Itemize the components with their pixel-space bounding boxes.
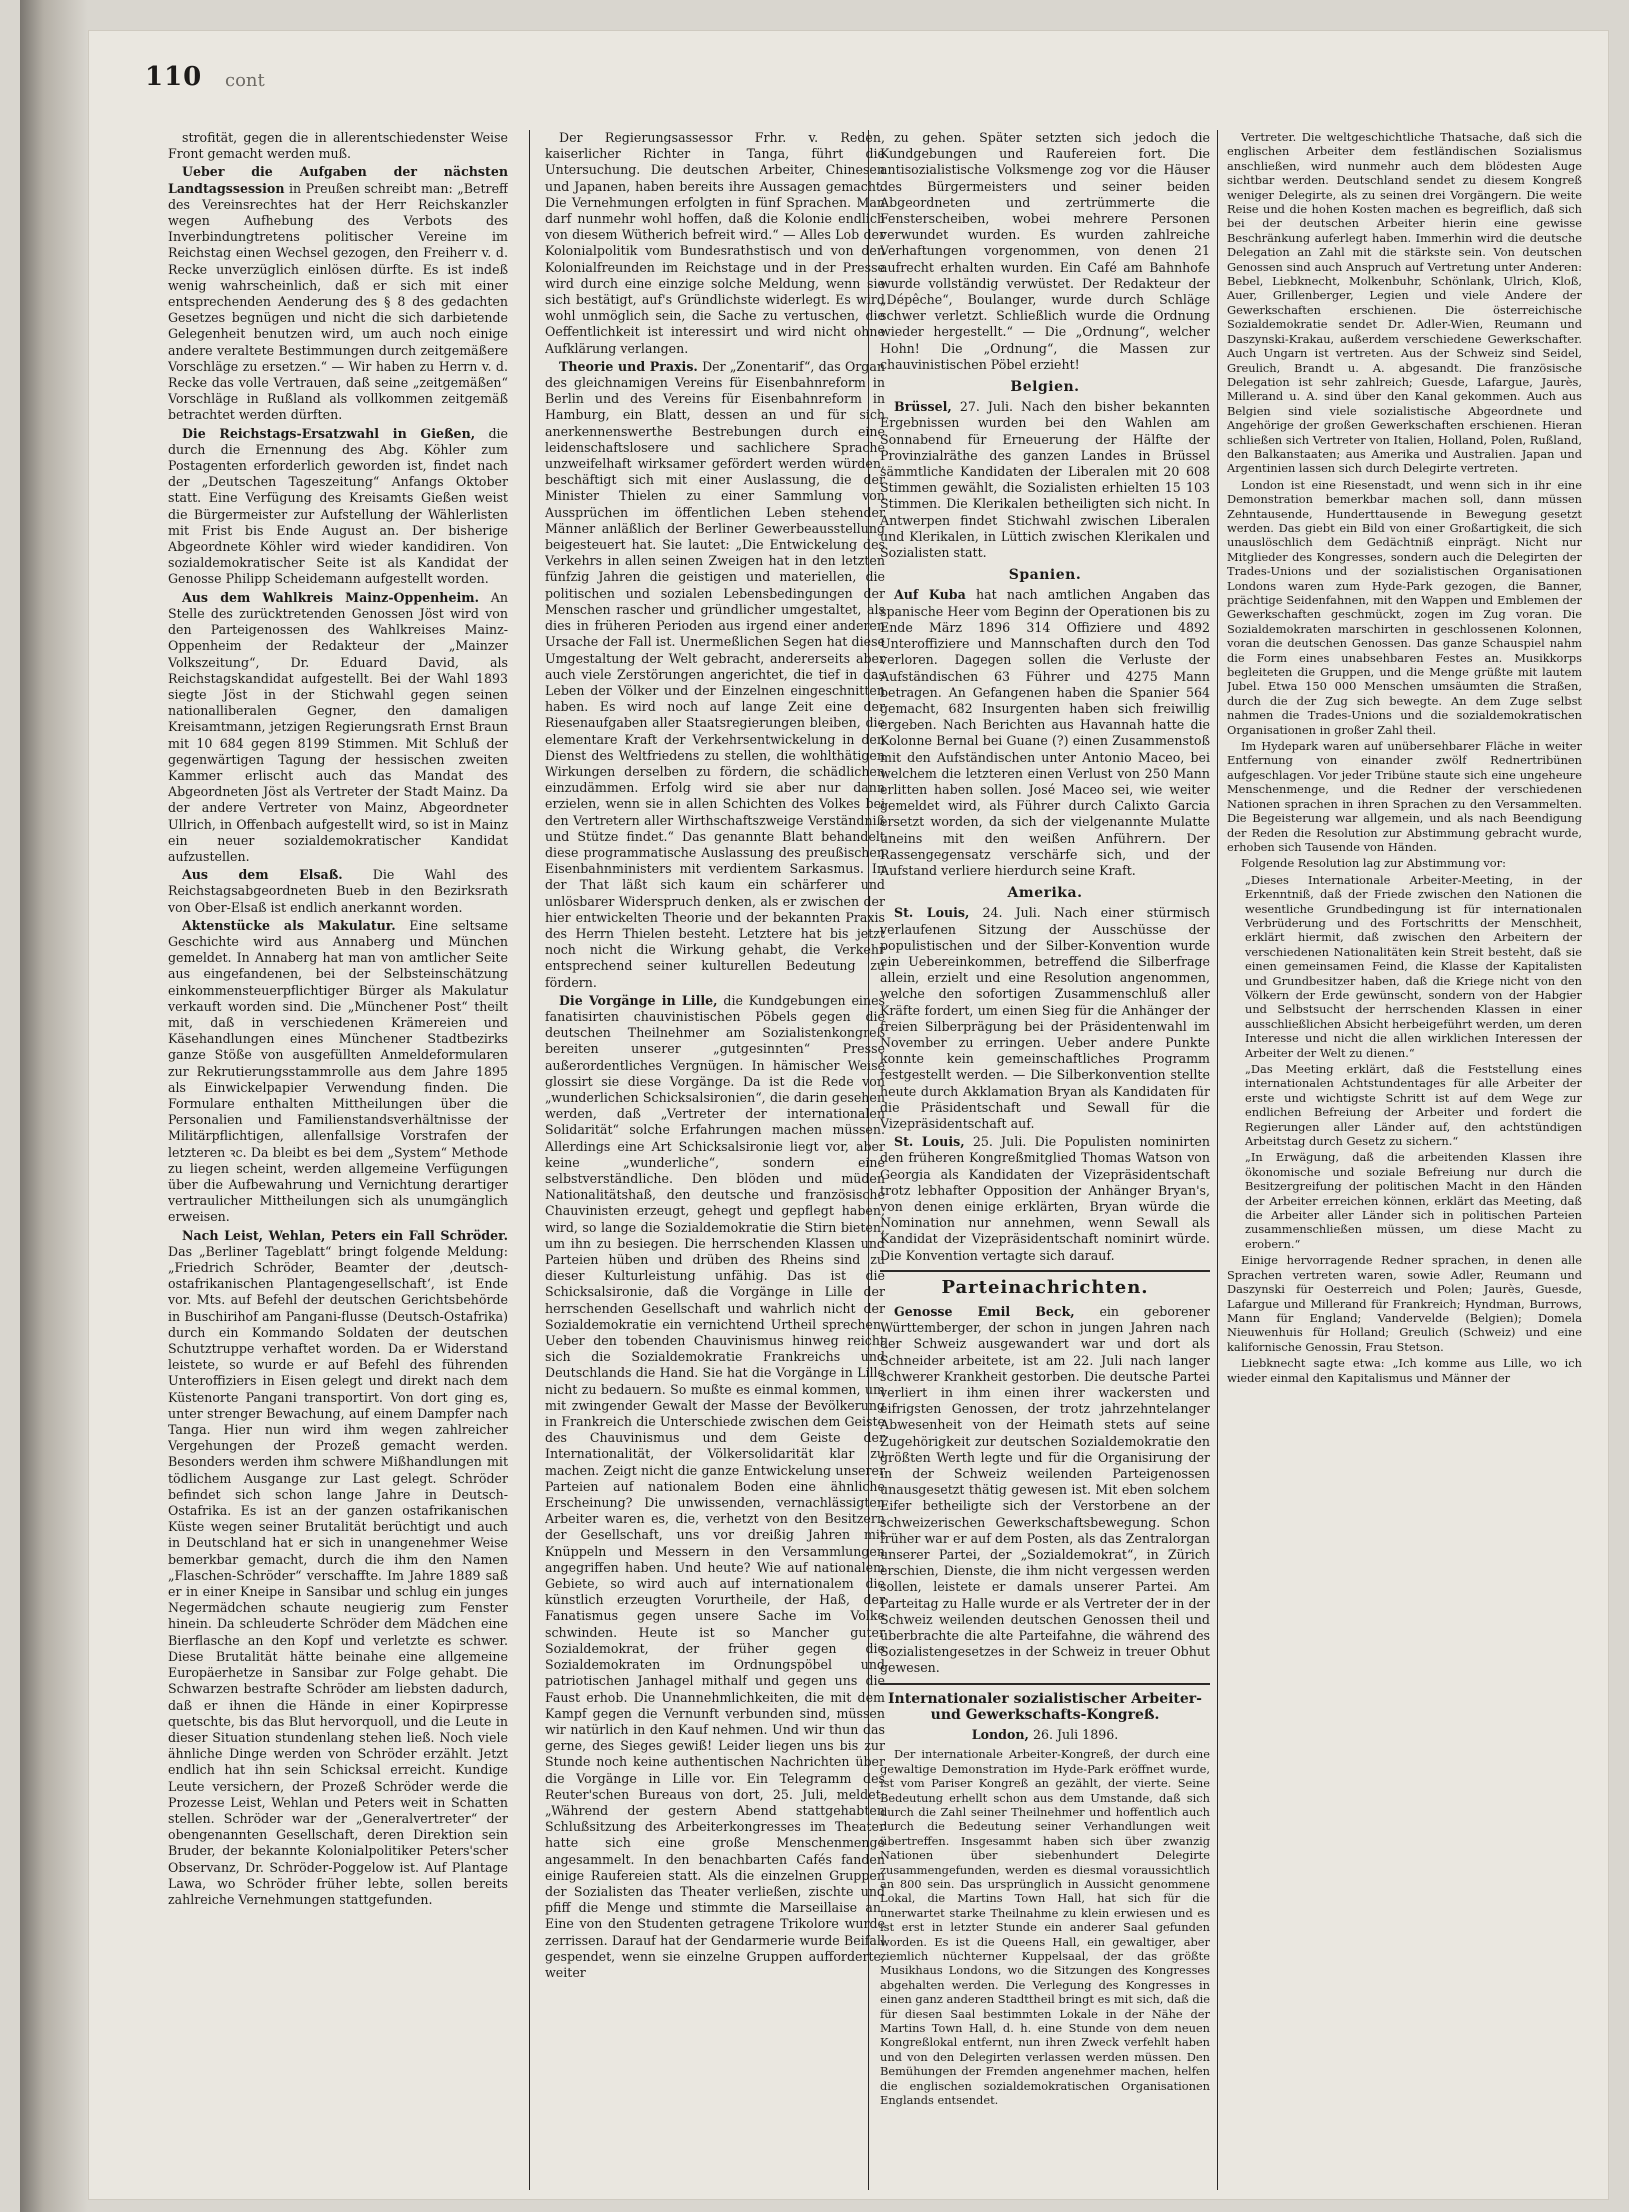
article-headline: Ueber die Aufgaben der nächsten Landtagssession <box>168 164 508 196</box>
article-headline: Theorie und Praxis. <box>559 358 698 374</box>
article-headline: Die Vorgänge in Lille, <box>559 992 718 1008</box>
article-text: Das „Berliner Tageblatt“ bringt folgende Meldung: „Friedrich Schröder, Beamter der ‚deutsch-ostafrikanischen Plantagengesellschaft‘, ist Ende vor. Mts. auf Befehl der deutschen Gerichtsbehörde in Buschirihof am Pangani-flusse (Deutsch-Ostafrika) durch ein Kommando Soldaten der deutschen Schutztruppe verhaftet worden. Da er Widerstand leistete, so wurde er auf Befehl des führenden Unteroffiziers in Eisen gelegt und direkt nach dem Küstenorte Pangani transportirt. Von dort ging es, unter strenger Bewachung, auf einem Dampfer nach Tanga. Hier nun wird ihm wegen zahlreicher Vergehungen der Prozeß gemacht werden. Besonders werden ihm schwere Mißhandlungen mit tödlichem Ausgange zur Last gelegt. Schröder befindet sich schon lange Jahre in Deutsch-Ostafrika. Es ist an der ganzen ostafrikanischen Küste wegen seiner Brutalität berüchtigt und auch in Deutschland hat er sich in unangenehmer Weise bemerkbar gemacht, durch die ihm den Namen „Flaschen-Schröder“ verschaffte. Im Jahre 1889 saß er in einer Kneipe in Sansibar und schlug ein junges Negermädchen schaute neugierig zum Fenster hinein. Da schleuderte Schröder dem Mädchen eine Bierflasche an den Kopf und verletzte es schwer. Diese Brutalität hätte beinahe eine allgemeine Europäerhetze in Sansibar zur Folge gehabt. Die Schwarzen bestrafte Schröder am liebsten dadurch, daß er ihnen die Hände in einer Kopirpresse quetschte, bis das Blut hervorquoll, und die Leute in dieser Situation stundenlang stehen ließ. Noch viele ähnliche Dinge werden von Schröder erzählt. Jetzt endlich hat ihn sein Schicksal erreicht. Kundige Leute versichern, der Prozeß Schröder werde die Prozesse Leist, Wehlan und Peters weit in Schatten stellen. Schröder war der „Generalvertreter“ der obengenannten Gesellschaft, deren Direktion sein Bruder, der bekannte Kolonialpolitiker Peters'scher Observanz, Dr. Schröder-Poggelow ist. Auf Plantage Lawa, wo Schröder früher lebte, sollen bereits zahlreiche Vernehmungen stattgefunden. <box>168 1243 508 1907</box>
kongress-dateline-place: London, <box>971 1727 1029 1743</box>
partei-headline: Genosse Emil Beck, <box>894 1304 1075 1320</box>
column-3 <box>880 130 1210 2190</box>
section-divider <box>880 1683 1210 1685</box>
belgien-paragraph <box>880 399 1210 561</box>
kongress-paragraph <box>1227 739 1582 854</box>
section-spanien <box>880 587 1210 879</box>
article-text: An Stelle des zurücktretenden Genossen Jöst wird von den Parteigenossen des Wahlkreises Mainz-Oppenheim der Redakteur der „Mainzer Volkszeitung“, Dr. Eduard David, als Reichstagskandidat aufgestellt. Bei der Wahl 1893 siegte Jöst in der Stichwahl gegen seinen nationalliberalen Gegner, den damaligen Kreisamtmann, jetzigen Regierungsrath Ernst Braun mit 10 684 gegen 8199 Stimmen. Mit Schluß der gegenwärtigen Tagung der hessischen zweiten Kammer erlischt auch das Mandat des Abgeordneten Jöst als Vertreter der Stadt Mainz. Da der andere Vertreter von Mainz, Abgeordneter Ullrich, in Offenbach aufgestellt wird, so ist in Mainz ein neuer sozialdemokratischer Kandidat aufzustellen. <box>168 589 508 864</box>
article-text: die durch die Ernennung des Abg. Köhler zum Postagenten erforderlich geworden ist, findet nach der „Deutschen Tageszeitung“ Anfangs Oktober statt. Eine Verfügung des Kreisamts Gießen weist die Bürgermeister zur Aufstellung der Wählerlisten mit Frist bis Ende August an. Der bisherige Abgeordnete Köhler wird wieder kandidiren. Von sozialdemokratischer Seite ist als Kandidat der Genosse Philipp Scheidemann aufgestellt worden. <box>168 425 508 587</box>
kongress-text: „Dieses Internationale Arbeiter-Meeting, in der Erkenntniß, daß der Friede zwischen den Nationen die wesentliche Grundbedingung ist für internationalen Verbrüderung und des Fortschritts der Menschheit, erklärt hiermit, daß zwischen den Arbeitern der verschiedenen Nationalitäten kein Streit besteht, daß sie einen gemeinsamen Feind, die Klasse der Kapitalisten und Grundbesitzer haben, daß die Kriege nicht von den Völkern der Erde gewünscht, sondern von der Habgier und Selbstsucht der herrschenden Klassen in einer ausschließlichen Absicht herbeigeführt werden, um deren Interesse und nicht die allen wirklichen Interessen der Arbeiter der Welt zu dienen.“ <box>1245 872 1582 1060</box>
column-4 <box>1227 130 1582 2190</box>
kongress-dateline-date: 26. Juli 1896. <box>1032 1727 1119 1743</box>
article-text: Der Regierungsassessor Frhr. v. Reden, kaiserlicher Richter in Tanga, führt die Untersuchung. Die deutschen Arbeiter, Chinesen und Japanen, haben bereits ihre Aussagen gemacht. Die Vernehmungen erfolgten in fünf Sprachen. Man darf nunmehr wohl hoffen, daß die Kolonie endlich von diesem Wütherich befreit wird.“ — Alles Lob der Kolonialpolitik vom Bundesrathstisch und von den Kolonialfreunden im Reichstage und in der Presse wird durch eine einzige solche Meldung, wenn sie sich bestätigt, auf's Gründlichste widerlegt. Es wird wohl unmöglich sein, die Sache zu vertuschen, die Oeffentlichkeit ist interessirt und wird nicht ohne Aufklärung verlangen. <box>545 130 885 356</box>
kongress-text: Liebknecht sagte etwa: „Ich komme aus Lille, wo ich wieder einmal den Kapitalismus und Männer der <box>1227 1356 1582 1385</box>
article-paragraph <box>168 918 508 1226</box>
kongress-paragraph <box>1227 130 1582 476</box>
amerika-headline: St. Louis, <box>894 1134 965 1150</box>
section-belgien <box>880 399 1210 561</box>
article-text: in Preußen schreibt man: „Betreff des Vereinsrechtes hat der Herr Reichskanzler wegen Aufhebung des Verbots des Inverbindungtretens politischer Vereine im Reichstag einen Wechsel gezogen, den Freiherr v. d. Recke unverzüglich einlösen dürfte. Es ist indeß wenig wahrscheinlich, daß er sich mit einer entsprechenden Aenderung des § 8 des gedachten Gesetzes begnügen und nicht die sich darbietende Gelegenheit benutzen wird, um auch noch einige andere veraltete Bestimmungen durch zeitgemäßere Vorschläge zu ersetzen.“ — Wir haben zu Herrn v. d. Recke das volle Vertrauen, daß seine „zeitgemäßen“ Vorschläge in Rußland als vollkommen zeitgemäß betrachtet werden dürften. <box>168 180 508 423</box>
article-paragraph <box>545 993 885 1981</box>
article-paragraph <box>168 867 508 916</box>
amerika-text: 24. Juli. Nach einer stürmisch verlaufenen Sitzung der Ausschüsse der populistischen und der Silber-Konvention wurde ein Uebereinkommen, betreffend die Silberfrage allein, erzielt und eine Resolution angenommen, welche den sofortigen Zusammenschluß aller Kräfte fordert, um einen Sieg für die Anhänger der freien Silberprägung bei der Präsidentenwahl im November zu erringen. Ueber andere Punkte konnte kein gemeinschaftliches Programm festgestellt werden. — Die Silberkonvention stellte heute durch Akklamation Bryan als Kandidaten für die Präsidentschaft und Sewall für die Vizepräsidentschaft auf. <box>880 905 1210 1131</box>
top-mark: cont <box>225 70 265 91</box>
article-headline: Aus dem Elsaß. <box>182 867 343 883</box>
article-headline: Aktenstücke als Makulatur. <box>182 917 396 933</box>
section-amerika <box>880 905 1210 1263</box>
kongress-text: Einige hervorragende Redner sprachen, in denen alle Sprachen vertreten waren, sowie Adler, Reumann und Daszynski für Oesterreich und Polen; Jaurès, Guesde, Lafargue und Millerand für Frankreich; Hyndman, Burrows, Mann für England; Vandervelde (Belgien); Domela Nieuwenhuis für Holland; Greulich (Schweiz) und eine kalifornische Genossin, Frau Stetson. <box>1227 1253 1582 1354</box>
section-heading-spanien: Spanien. <box>1008 567 1082 584</box>
kongress-text: London ist eine Riesenstadt, und wenn sich in ihr eine Demonstration bemerkbar machen soll, dann müssen Zehntausende, Hunderttausende in Bewegung gesetzt werden. Das giebt ein Bild von einer Großartigkeit, die sich unauslöschlich dem Gedächtniß einprägt. Nicht nur Mitglieder des Kongresses, sondern auch die Delegirten der Trades-Unions und der sozialistischen Organisationen Londons waren zum Hyde-Park gezogen, die Banner, prächtige Seidenfahnen, mit den Wappen und Emblemen der Gewerkschaften geschmückt, zogen im Zug voran. Die Sozialdemokraten marschirten in geschlossenen Kolonnen, voran die deutschen Genossen. Das ganze Schauspiel nahm die Form eines unabsehbaren Festes an. Musikkorps begleiteten die Gruppen, und die Menge grüßte mit lautem Jubel. Etwa 150 000 Menschen umsäumten die Straßen, durch die der Zug sich bewegte. An dem Zuge selbst nahmen die Trades-Unions und die sozialdemokratischen Organisationen in großer Zahl theil. <box>1227 477 1582 737</box>
kongress-paragraph <box>1227 1062 1582 1148</box>
spanien-headline: Auf Kuba <box>894 587 966 603</box>
binding-edge <box>20 0 88 2212</box>
amerika-paragraph <box>880 1134 1210 1264</box>
column-rule <box>529 130 530 2190</box>
section-heading-kongress: Internationaler sozialistischer Arbeiter- und Gewerkschafts-Kongreß. <box>888 1690 1202 1723</box>
partei-text: ein geborener Württemberger, der schon in jungen Jahren nach der Schweiz ausgewandert war und dort als Schneider arbeitete, ist am 22. Juli nach langer schwerer Krankheit gestorben. Die deutsche Partei verliert in ihm einen ihrer wackersten und eifrigsten Genossen, der trotz jahrzehntelanger Abwesenheit von der Heimath stets auf seine Zugehörigkeit zur deutschen Sozialdemokratie den größten Werth legte und für die Organisirung der in der Schweiz weilenden Parteigenossen unausgesetzt thätig gewesen ist. Mit eben solchem Eifer betheiligte sich der Verstorbene an der schweizerischen Gewerkschaftsbewegung. Schon früher war er auf dem Posten, als das Zentralorgan unserer Partei, der „Sozialdemokrat“, in Zürich erschien, Dienste, die ihm nicht vergessen werden sollen, leistete er damals unserer Partei. Am Parteitag zu Halle wurde er als Vertreter der in der Schweiz weilenden deutschen Genossen theil und überbrachte die alte Parteifahne, die während des Sozialistengesetzes in der Schweiz in treuer Obhut gewesen. <box>880 1304 1210 1676</box>
article-paragraph <box>168 130 508 162</box>
amerika-text: 25. Juli. Die Populisten nominirten den früheren Kongreßmitglied Thomas Watson von Georgia als Kandidaten der Vizepräsidentschaft trotz lebhafter Opposition der Anhänger Bryan's, von denen einige erklärten, Bryan würde die Nomination nur annehmen, wenn Sewall als Kandidat der Vizepräsidentschaft nominirt würde. Die Konvention vertagte sich darauf. <box>880 1134 1210 1263</box>
kongress-dateline <box>880 1727 1210 1743</box>
lille-report-continued <box>880 130 1210 373</box>
belgien-text: 27. Juli. Nach den bisher bekannten Ergebnissen wurden bei den Wahlen am Sonnabend für Erneuerung der Hälfte der Provinzialräthe des ganzen Landes in Brüssel sämmtliche Kandidaten der Liberalen mit 20 608 Stimmen gewählt, die Sozialisten erhielten 15 103 Stimmen. Die Klerikalen betheiligten sich nicht. In Antwerpen findet Stichwahl zwischen Liberalen und Klerikalen, in Lüttich zwischen Klerikalen und Sozialisten statt. <box>880 399 1210 561</box>
article-text: Die Wahl des Reichstagsabgeordneten Bueb in den Bezirksrath von Ober-Elsaß ist endlich anerkannt worden. <box>168 867 508 915</box>
kongress-text: Im Hydepark waren auf unübersehbarer Fläche in weiter Entfernung von einander zwölf Rednertribünen aufgeschlagen. Vor jeder Tribüne staute sich eine ungeheure Menschenmenge, und die Redner der verschiedenen Nationen sprachen in ihren Sprachen zu den Versammelten. Die Begeisterung war allgemein, und als nach Beendigung der Reden die Resolution zur Abstimmung gebracht wurde, erhoben sich Tausende von Händen. <box>1227 739 1582 854</box>
article-headline: Aus dem Wahlkreis Mainz-Oppenheim. <box>182 589 479 605</box>
section-heading-belgien: Belgien. <box>1010 379 1080 396</box>
kongress-paragraph <box>1227 873 1582 1060</box>
section-divider <box>880 1270 1210 1272</box>
article-text: Eine seltsame Geschichte wird aus Annaberg und München gemeldet. In Annaberg hat man von amtlicher Seite aus eingefandenen, bei der Selbsteinschätzung einkommensteuerpflichtiger Bürger als Makulatur verkauft worden sind. Die „Münchener Post“ theilt mit, daß in verschiedenen Krämereien und Käsehandlungen eines Münchener Stadtbezirks ganze Stöße von ausgefüllten Anmeldeformularen zur Rekrutierungsstammrolle aus dem Jahre 1895 als Einwickelpapier Verwendung finden. Die Formulare enthalten Mittheilungen über die Personalien und Familienstandsverhältnisse der Militärpflichtigen, allenfallsige Vorstrafen der letzteren ꝛc. Da bleibt es bei dem „System“ Methode zu liegen scheint, werden allgemeine Verfügungen über die Aufbewahrung und Vernichtung derartiger vertraulicher Mittheilungen sich als unumgänglich erweisen. <box>168 917 508 1225</box>
partei-paragraph <box>880 1304 1210 1677</box>
kongress-text: Der internationale Arbeiter-Kongreß, der durch eine gewaltige Demonstration im Hyde-Park eröffnet wurde, ist vom Pariser Kongreß an gezählt, der vierte. Seine Bedeutung erhellt schon aus dem Umstande, daß sich durch die Zahl seiner Theilnehmer und hoffentlich auch durch die Bedeutung seiner Verhandlungen weit übertreffen. Insgesammt haben sich über zwanzig Nationen über siebenhundert Delegirte zusammengefunden, werden es diesmal voraussichtlich an 800 sein. Das ursprünglich in Aussicht genommene Lokal, die Martins Town Hall, hat sich für die unerwartet starke Theilnahme zu klein erwiesen und es ist erst in letzter Stunde ein anderer Saal gefunden worden. Es ist die Queens Hall, ein gewaltiger, aber ziemlich nüchterner Kuppelsaal, der das größte Musikhaus Londons, wo die Sitzungen des Kongresses abgehalten werden. Die Verlegung des Kongresses in einen ganz anderen Stadttheil bringt es mit sich, daß die für diesen Saal bestimmten Lokale in der Nähe der Martins Town Hall, d. h. eine Stunde von dem neuen Kongreßlokal entfernt, nun ihren Zweck verfehlt haben und von den Delegirten verlassen werden müssen. Den Bemühungen der Fremden angenehmer machen, helfen die englischen sozialdemokratischen Organisationen Englands entsendet. <box>880 1747 1210 2108</box>
amerika-paragraph <box>880 905 1210 1132</box>
article-text: Der „Zonentarif“, das Organ des gleichnamigen Vereins für Eisenbahnreform in Berlin und des Vereins für Eisenbahnreform in Hamburg, ein Blatt, dessen an und für sich anerkennenswerthe Bestrebungen durch eine leidenschaftslosere und sachlichere Sprache unzweifelhaft wirksamer gefördert werden würden, beschäftigt sich mit einer Auslassung, die der Minister Thielen zu einer Sammlung von Aussprüchen im öffentlichen Leben stehender Männer anläßlich der Berliner Gewerbeausstellung beigesteuert hat. Sie lautet: „Die Entwickelung des Verkehrs in allen seinen Zweigen hat in den letzten fünfzig Jahren die geistigen und materiellen, die politischen und sozialen Lebensbedingungen der Menschen rascher und gründlicher umgestaltet, als dies in früheren Perioden aus irgend einer anderen Ursache der Fall ist. Unermeßlichen Segen hat diese Umgestaltung der Welt gebracht, andererseits aber auch viele Zerstörungen angerichtet, die tief in das Leben der Völker und der Einzelnen eingeschnitten haben. Es wird noch auf lange Zeit eine der Riesenaufgaben aller Staatsregierungen bleiben, die elementare Kraft der Verkehrsentwickelung in den Dienst des Weltfriedens zu stellen, die wohlthätigen Wirkungen derselben zu fördern, die schädlichen einzudämmen. Erfolg wird sie aber nur dann erzielen, wenn sie in allen Schichten des Volkes bei den Vertretern aller Wirthschaftszweige Verständniß und Stütze findet.“ Das genannte Blatt behandelt diese programmatische Auslassung des preußischen Eisenbahnministers mit verdientem Sarkasmus. In der That läßt sich kaum ein schärferer und unlösbarer Widerspruch denken, als er zwischen der hier entwickelten Theorie und der bekannten Praxis des Herrn Thielen besteht. Letztere hat bis jetzt noch nicht die Wirkung gehabt, die Verkehr entsprechend seiner kulturellen Bedeutung zu fördern. <box>545 358 885 990</box>
page-number: 110 <box>145 62 203 92</box>
kongress-text: Vertreter. Die weltgeschichtliche Thatsache, daß sich die englischen Arbeiter dem festländischen Sozialismus anschließen, wird nunmehr auch dem blödesten Auge sichtbar werden. Deutschland sendet zu diesem Kongreß weniger Delegirte, als zu seinen drei Vorgängern. Die weite Reise und die hohen Kosten machen es begreiflich, daß sich bei der deutschen Arbeiter hierin eine gewisse Beschränkung auferlegt haben. Immerhin wird die deutsche Delegation an Zahl mit die stärkste sein. Von deutschen Genossen sind auch Anspruch auf Vertretung unter Anderen: Bebel, Liebknecht, Molkenbuhr, Schönlank, Ulrich, Kloß, Auer, Grillenberger, Legien und viele Andere der Gewerkschaften erschienen. Die österreichische Sozialdemokratie sendet Dr. Adler-Wien, Reumann und Daszynski-Krakau, außerdem verschiedene Gewerkschafter. Auch Ungarn ist vertreten. Aus der Schweiz sind Seidel, Greulich, Brandt u. A. abgesandt. Die französische Delegation ist sehr zahlreich; Guesde, Lafargue, Jaurès, Millerand u. A. sind über den Kanal gekommen. Auch aus Belgien sind viele sozialistische Abgeordnete und Angehörige der großen Gewerkschaften erschienen. Hieran schließen sich Vertreter von Italien, Holland, Polen, Rußland, den Balkanstaaten; aus Amerika und Australien. Japan und Argentinien lassen sich durch Delegirte vertreten. <box>1227 130 1582 476</box>
kongress-text: „Das Meeting erklärt, daß die Feststellung eines internationalen Achtstundentages für alle Arbeiter der erste und wichtigste Schritt ist auf dem Wege zur endlichen Befreiung der Arbeiter und fordert die Regierungen aller Länder auf, den achtstündigen Arbeitstag durch Gesetz zu sichern.“ <box>1245 1062 1582 1149</box>
column-2 <box>545 130 885 2190</box>
article-paragraph <box>168 426 508 588</box>
kongress-text: „In Erwägung, daß die arbeitenden Klassen ihre ökonomische und soziale Befreiung nur durch die Besitzergreifung der politischen Macht in den Händen der Arbeiter erreichen können, erklärt das Meeting, daß die Arbeiter aller Länder sich in politischen Parteien zusammenschließen müssen, um diese Macht zu erobern.“ <box>1245 1150 1582 1251</box>
article-text: zu gehen. Später setzten sich jedoch die Kundgebungen und Raufereien fort. Die antisozialistische Volksmenge zog vor die Häuser des Bürgermeisters und seiner beiden Abgeordneten und zertrümmerte die Fensterscheiben, wobei mehrere Personen verwundet wurden. Es wurden zahlreiche Verhaftungen vorgenommen, von denen 21 aufrecht erhalten wurden. Ein Café am Bahnhofe wurde vollständig verwüstet. Der Redakteur der „Dépêche“, Boulanger, wurde durch Schläge schwer verletzt. Schließlich wurde die Ordnung wieder hergestellt.“ — Die „Ordnung“, welcher Hohn! Die „Ordnung“, die Massen zur chauvinistischen Pöbel erzieht! <box>880 130 1210 372</box>
article-text: die Kundgebungen eines fanatisirten chauvinistischen Pöbels gegen die deutschen Theilnehmer am Sozialistenkongreß bereiten unserer „gutgesinnten“ Presse außerordentliches Vergnügen. In hämischer Weise glossirt sie diese Vorgänge. Da ist die Rede von „wunderlichen Schicksalsironien“, die darin gesehen werden, daß „Vertreter der internationalen Solidarität“ solche Erfahrungen machen müssen. Allerdings eine Art Schicksalsironie liegt vor, aber keine „wunderliche“, sondern eine selbstverständliche. Den blöden und müden Nationalitätshaß, den deutsche und französische Chauvinisten erzeugt, gehegt und gepflegt haben, wird, so lange die Sozialdemokratie die Stirn bieten, um ihn zu besiegen. Die herrschenden Klassen und Parteien hüben und drüben des Rheins sind zu dieser Kulturleistung unfähig. Das ist die Schicksalsironie, daß die Vorgänge in Lille der herrschenden Gesellschaft und wahrlich nicht der Sozialdemokratie ein vernichtend Urtheil sprechen. Ueber den tobenden Chauvinismus hinweg reicht sich die Sozialdemokratie Frankreichs und Deutschlands die Hand. Sie hat die Vorgänge in Lille nicht zu bedauern. So mußte es einmal kommen, um mit zwingender Gewalt der Masse der Bevölkerung in Frankreich die Unterschiede zwischen dem Geiste des Chauvinismus und dem Geiste der Internationalität, der Völkersolidarität klar zu machen. Zeigt nicht die ganze Entwickelung unserer Parteien auf nationalem Boden eine ähnliche Erscheinung? Die unwissenden, vernachlässigten Arbeiter waren es, die, verhetzt von den Besitzern der Gesellschaft, uns vor dreißig Jahren mit Knüppeln und Messern in den Versammlungen angegriffen haben. Und heute? Wie auf nationalem Gebiete, so wird auch auf internationalem die künstlich erzeugten Vorurtheile, der Haß, der Fanatismus gegen unsere Sache im Volke schwinden. Heute ist so Mancher guter Sozialdemokrat, der früher gegen die Sozialdemokraten im Ordnungspöbel und patriotischen Janhagel mithalf und gegen uns die Faust erhob. Die Unannehmlichkeiten, die mit dem Kampf gegen die Vernunft verbunden sind, müssen wir natürlich in den Kauf nehmen. Und wir thun das gerne, des Sieges gewiß! Leider liegen uns bis zur Stunde noch keine authentischen Nachrichten über die Vorgänge in Lille vor. Ein Telegramm des Reuter'schen Bureaus von dort, 25. Juli, meldet: „Während der gestern Abend stattgehabten Schlußsitzung des Arbeiterkongresses im Theater hatte sich eine große Menschenmenge angesammelt. In den benachbarten Cafés fanden einige Raufereien statt. Als die einzelnen Gruppen der Sozialisten das Theater verließen, zischte und pfiff die Menge und stimmte die Marseillaise an. Eine von den Studenten getragene Trikolore wurde zerrissen. Darauf hat der Gendarmerie wurde Beifall gespendet, wenn sie einzelne Gruppen aufforderte, weiter <box>545 992 885 1980</box>
column-rule <box>1217 130 1218 2190</box>
belgien-headline: Brüssel, <box>894 399 952 415</box>
spanien-text: hat nach amtlichen Angaben das spanische Heer vom Beginn der Operationen bis zu Ende März 1896 314 Offiziere und 4892 Unteroffiziere und Mannschaften durch den Tod verloren. Dagegen sollen die Verluste der Aufständischen 63 Führer und 4275 Mann betragen. An Gefangenen haben die Spanier 564 gemacht, 682 Insurgenten haben sich freiwillig ergeben. Nach Berichten aus Havannah hatte die Kolonne Bernal bei Guane (?) einen Zusammenstoß mit den Aufständischen unter Antonio Maceo, bei welchem die letzteren einen Verlust von 250 Mann erlitten haben sollen. José Maceo sei, wie weiter gemeldet wird, als Führer durch Calixto Garcia ersetzt worden, da sich der vielgenannte Mulatte uneins mit den weißen Anführern. Der Rassengegensatz verschärfe sich, und der Aufstand verliere hierdurch seine Kraft. <box>880 587 1210 878</box>
column-1 <box>168 130 508 2190</box>
section-heading-parteinachrichten: Parteinachrichten. <box>941 1276 1149 1298</box>
article-headline: Nach Leist, Wehlan, Peters ein Fall Schröder. <box>182 1227 508 1243</box>
kongress-paragraph <box>1227 1253 1582 1354</box>
article-paragraph <box>168 1228 508 1909</box>
kongress-paragraph <box>1227 1356 1582 1385</box>
article-paragraph <box>168 164 508 423</box>
article-text: strofität, gegen die in allerentschiedenster Weise Front gemacht werden muß. <box>168 130 508 162</box>
article-paragraph <box>168 590 508 865</box>
amerika-headline: St. Louis, <box>894 905 970 921</box>
kongress-paragraph <box>1227 1150 1582 1251</box>
kongress-paragraph <box>1227 856 1582 870</box>
section-heading-amerika: Amerika. <box>1007 885 1083 902</box>
article-headline: Die Reichstags-Ersatzwahl in Gießen, <box>182 425 476 441</box>
kongress-paragraph <box>1227 478 1582 737</box>
article-paragraph <box>545 359 885 991</box>
spanien-paragraph <box>880 587 1210 879</box>
kongress-text: Folgende Resolution lag zur Abstimmung vor: <box>1241 856 1506 871</box>
article-paragraph <box>545 130 885 357</box>
section-parteinachrichten <box>880 1304 1210 1677</box>
article-paragraph <box>880 130 1210 373</box>
